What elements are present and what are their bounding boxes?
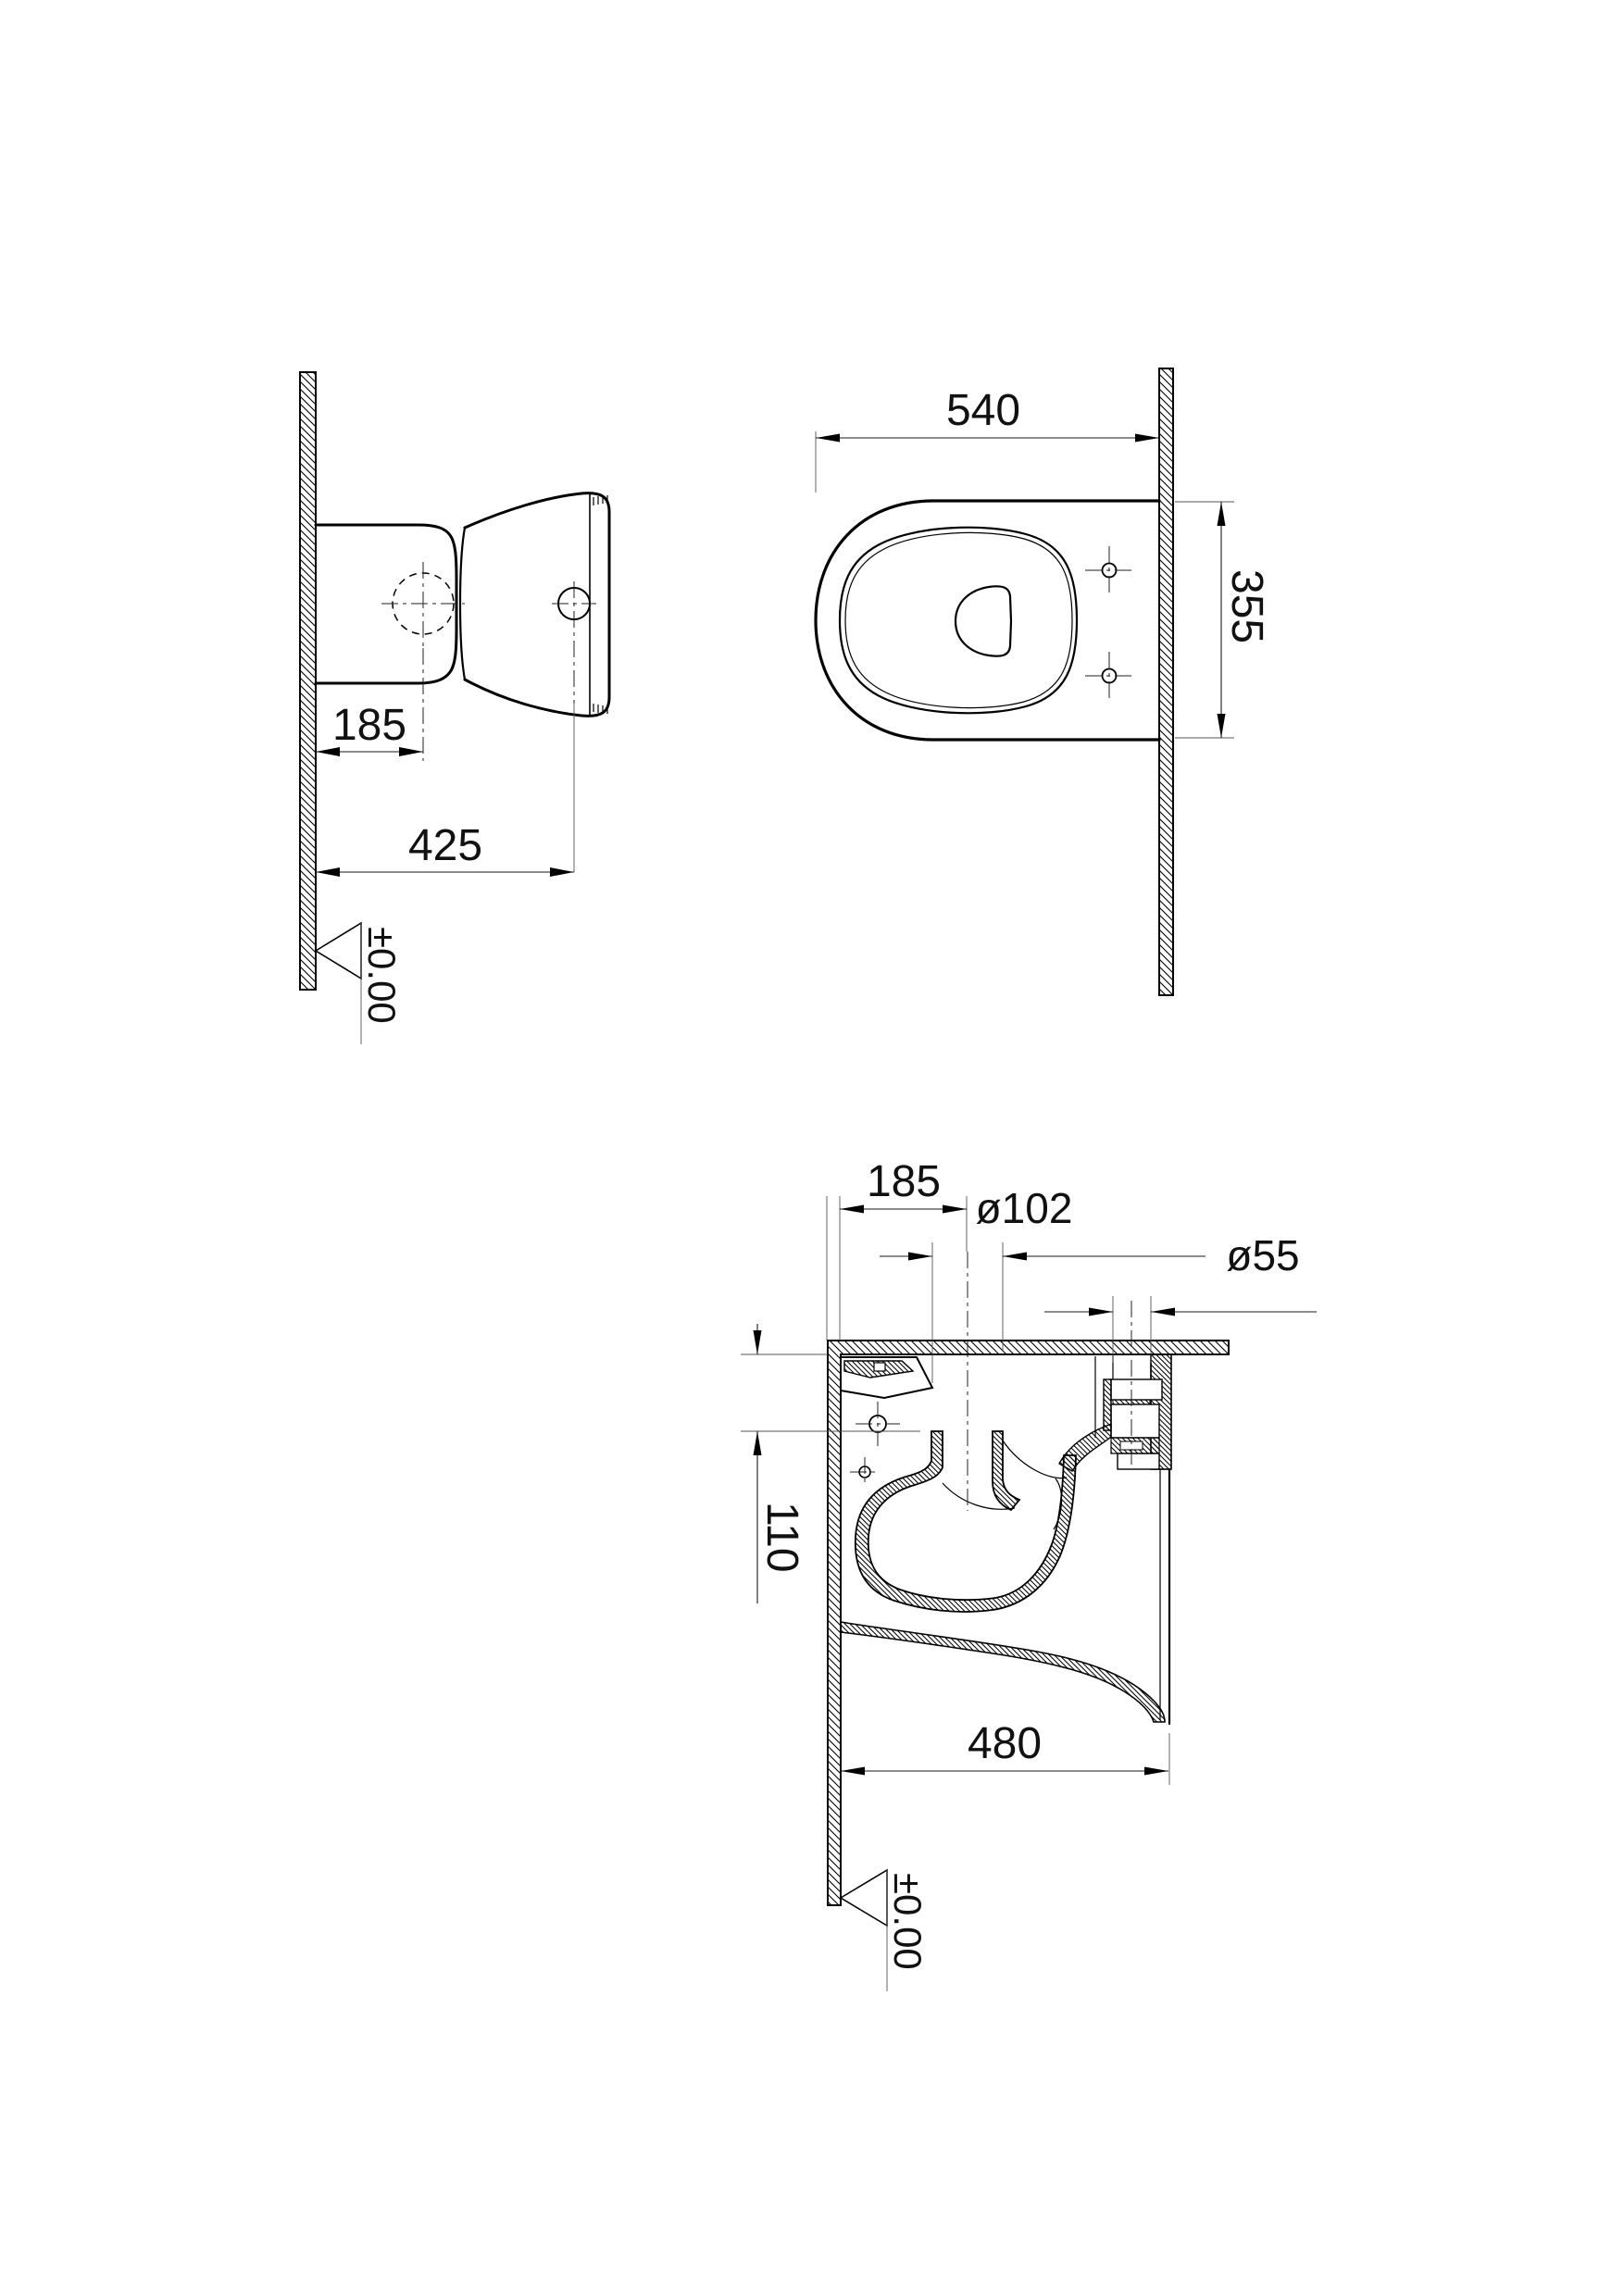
pan-outline: [316, 493, 609, 717]
fixing-hole-bottom: [1085, 652, 1133, 700]
bowl-section: [856, 1431, 1076, 1612]
dim-label-480: 480: [967, 1719, 1043, 1768]
dim-label-355: 355: [1222, 569, 1271, 644]
pan-plan-outline: [816, 501, 1159, 740]
dim-label-540: 540: [945, 386, 1021, 435]
rear-elevation-view: [300, 372, 609, 1044]
plan-view: [816, 368, 1271, 995]
level-label-rear: ±0.00: [360, 927, 404, 1024]
outlet-pipe-wall: [993, 1431, 1019, 1510]
dimension-185-rear: [316, 701, 423, 756]
dim-label-185-section: 185: [866, 1157, 942, 1206]
level-datum-rear: [316, 923, 404, 1044]
bowl-ceramic-band: [856, 1431, 1076, 1612]
fixing-hole-top: [1085, 546, 1133, 594]
wall-section: [300, 372, 316, 990]
level-label-section: ±0.00: [886, 1873, 930, 1970]
inlet-valve-chamber: [1059, 1354, 1171, 1471]
dim-label-dia102: ø102: [975, 1184, 1073, 1232]
fixing-hole-section: [850, 1402, 900, 1487]
dimension-425-rear: [316, 821, 574, 877]
dimension-185-section: [840, 1157, 967, 1341]
wall-section: [1159, 368, 1173, 995]
dimension-540-plan: [816, 386, 1159, 493]
dimension-480-section: [841, 1719, 1169, 1785]
dim-label-425-rear: 425: [407, 821, 483, 870]
level-triangle-icon: [316, 923, 361, 979]
dim-label-185-rear: 185: [331, 701, 407, 750]
level-triangle-icon: [841, 1870, 887, 1926]
dim-label-dia55: ø55: [1226, 1231, 1300, 1279]
seat-rim-outer: [840, 528, 1077, 714]
section-view: [741, 1157, 1317, 1991]
flush-inlet-channel: [841, 1357, 932, 1398]
level-datum-section: [841, 1870, 930, 1991]
water-area: [956, 586, 1011, 655]
dim-label-110: 110: [757, 1502, 806, 1573]
seat-rim-inner: [845, 532, 1072, 707]
base-section: [841, 1622, 1165, 1722]
dimension-355-plan: [1175, 502, 1271, 738]
